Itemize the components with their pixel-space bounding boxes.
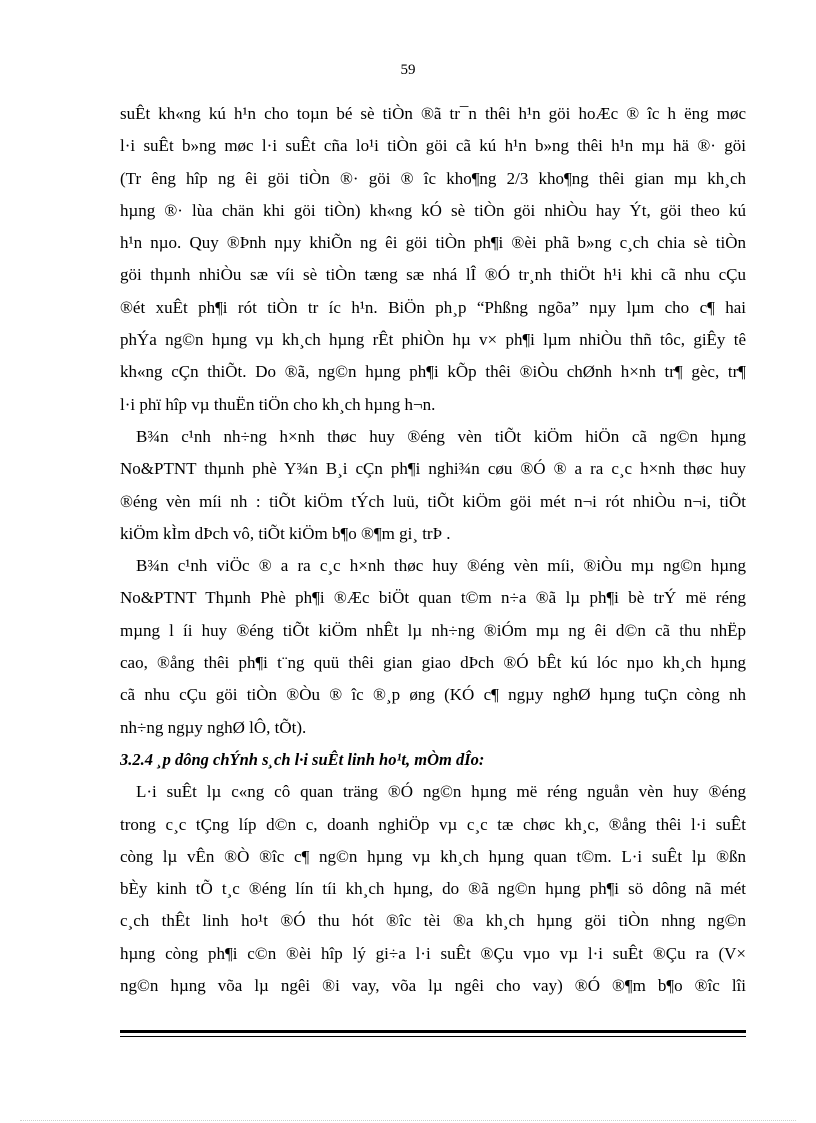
document-body	[120, 98, 746, 1002]
text-line: l·i phï hîp vµ thuËn tiÖn cho kh¸ch hµng h¬n.	[120, 394, 436, 414]
text-line: suÊt kh«ng kú h¹n cho toµn bé sè tiÒn ®ã tr¯n thêi h¹n göi hoÆc ® îc h ëng møc	[120, 104, 746, 123]
text-line: No&PTNT thµnh phè Y¾n B¸i cÇn ph¶i nghi¾n cøu ®Ó ® a ra c¸c h×nh thøc huy	[120, 459, 746, 479]
page-edge-divider	[20, 1120, 796, 1121]
text-line: còng lµ vÊn ®Ò ®îc c¶ ng©n hµng vµ kh¸ch hµng quan t©m. L·i suÊt lµ ®ßn	[120, 846, 746, 866]
text-line: c¸ch thÊt linh ho¹t ®Ó thu hót ®îc tèi ®a kh¸ch hµng göi tiÒn nhng ng©n	[120, 911, 746, 931]
text-line: kiÖm kÌm dÞch vô, tiÕt kiÖm b¶o ®¶m gi¸ trÞ .	[120, 523, 451, 543]
text-line: trong c¸c tÇng líp d©n c, doanh nghiÖp vµ c¸c tæ chøc kh¸c, ®ång thêi l·i suÊt	[120, 814, 746, 834]
text-line: cã nhu cÇu göi tiÒn ®Òu ® îc ®¸p øng (KÓ c¶ ngµy nghØ hµng tuÇn còng nh	[120, 685, 746, 705]
text-line: kh«ng cÇn thiÕt. Do ®ã, ng©n hµng ph¶i kÕp thêi ®iÒu chØnh h×nh tr¶ gèc, tr¶	[120, 362, 746, 382]
text-line: B¾n c¹nh viÖc ® a ra c¸c h×nh thøc huy ®éng vèn míi, ®iÒu mµ ng©n hµng	[136, 556, 746, 576]
text-line: (Tr êng hîp ng êi göi tiÒn ®· göi ® îc kho¶ng 2/3 kho¶ng thêi gian mµ kh¸ch	[120, 168, 746, 188]
text-line: hµng còng ph¶i c©n ®èi hîp lý gi÷a l·i suÊt ®Çu vµo vµ l·i suÊt ®Çu ra (V×	[120, 943, 746, 963]
paragraph	[120, 550, 746, 744]
paragraph	[120, 421, 746, 550]
text-line: nh÷ng ngµy nghØ lÔ, tÕt).	[120, 717, 307, 737]
page-number: 59	[400, 62, 416, 78]
text-line: göi thµnh nhiÒu sæ víi sè tiÒn tæng sæ nhá lÎ ®Ó tr¸nh thiÖt h¹i khi cã nhu cÇu	[120, 265, 746, 285]
text-line: No&PTNT Thµnh Phè ph¶i ®Æc biÖt quan t©m n÷a ®ã lµ ph¶i bè trÝ më réng	[120, 588, 746, 608]
text-line: l·i suÊt b»ng møc l·i suÊt cña lo¹i tiÒn göi cã kú h¹n b»ng thêi h¹n mµ hä ®· göi	[120, 136, 746, 156]
paragraph	[120, 98, 746, 421]
text-line: h¹n nµo. Quy ®Þnh nµy khiÕn ng êi göi tiÒn ph¶i ®èi phã b»ng c¸ch chia sè tiÒn	[120, 233, 746, 253]
text-line: phÝa ng©n hµng vµ kh¸ch hµng rÊt phiÒn hµ v× ph¶i lµm nhiÒu thñ tôc, giÊy tê	[120, 330, 746, 350]
footer-rule-thin	[120, 1036, 746, 1037]
text-line: ng©n hµng võa lµ ngêi ®i vay, võa lµ ngêi cho vay) ®Ó ®¶m b¶o ®îc lîi	[120, 976, 746, 996]
paragraph	[120, 776, 746, 1002]
text-line: ®éng vèn míi nh : tiÕt kiÖm tÝch luü, tiÕt kiÖm göi mét n¬i rót nhiÒu n¬i, tiÕt	[120, 491, 746, 511]
text-line: bÈy kinh tÕ t¸c ®éng lín tíi kh¸ch hµng, do ®ã ng©n hµng ph¶i sö dông nã mét	[120, 879, 746, 899]
text-line: cao, ®ång thêi ph¶i t¨ng quü thêi gian giao dÞch ®Ó bÊt kú lóc nµo kh¸ch hµng	[120, 653, 746, 673]
text-line: mµng l íi huy ®éng tiÕt kiÖm nhÊt lµ nh÷ng ®iÓm mµ ng êi d©n cã thu nhËp	[120, 620, 746, 640]
text-line: B¾n c¹nh nh÷ng h×nh thøc huy ®éng vèn tiÕt kiÖm hiÖn cã ng©n hµng	[136, 426, 746, 446]
text-line: hµng ®· lùa chän khi göi tiÒn) kh«ng kÓ sè tiÒn göi nhiÒu hay Ýt, göi theo kú	[120, 200, 746, 220]
section-heading: 3.2.4 ¸p dông chÝnh s¸ch l·i suÊt linh ho¹t, mÒm dÎo:	[120, 749, 485, 769]
text-line: ®ét xuÊt ph¶i rót tiÒn tr íc h¹n. BiÖn ph¸p “Phßng ngõa” nµy lµm cho c¶ hai	[120, 297, 746, 317]
footer-rule-thick	[120, 1030, 746, 1033]
text-line: L·i suÊt lµ c«ng cô quan träng ®Ó ng©n hµng më réng nguån vèn huy ®éng	[136, 782, 746, 802]
